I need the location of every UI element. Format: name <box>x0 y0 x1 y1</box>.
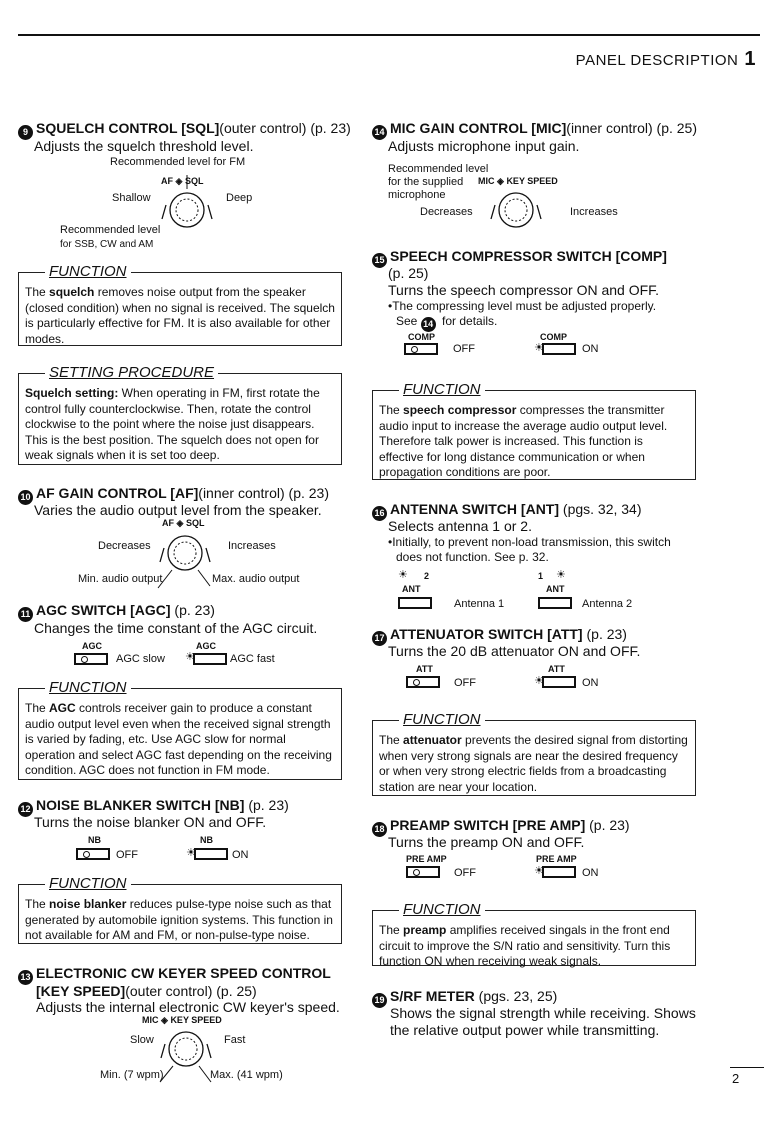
shallow-label: Shallow <box>112 192 151 204</box>
agc-function-box <box>18 679 342 780</box>
function-heading: FUNCTION <box>399 711 485 729</box>
setting-procedure-heading: SETTING PROCEDURE <box>45 364 218 382</box>
af-gain-title: 10 AF GAIN CONTROL [AF](inner control) (p. 23) <box>18 485 329 505</box>
squelch-function-text: The squelch removes noise output from the speaker (closed condition) when no signal is received. The squelch is particularly effective for FM. It is also available for other modes. <box>25 285 335 346</box>
nb-switch-label-on: NB <box>200 835 213 845</box>
item-number-badge: 11 <box>18 607 33 622</box>
agc-desc: Changes the time constant of the AGC circuit. <box>34 620 318 636</box>
agc-fast-label: AGC fast <box>230 653 275 665</box>
page-number: 2 <box>732 1071 740 1086</box>
ant-num-1: 1 <box>538 571 544 581</box>
comp-pages: (p. 25) <box>388 265 429 281</box>
mic-desc: Adjusts microphone input gain. <box>388 138 580 154</box>
ant-switch-2-icon <box>538 597 572 609</box>
att-switch-label: ATT <box>416 664 433 674</box>
keyer-title: 13 ELECTRONIC CW KEYER SPEED CONTROL <box>18 965 331 985</box>
ant-desc: Selects antenna 1 or 2. <box>388 518 532 534</box>
chapter-number: 1 <box>744 48 756 70</box>
item-number-badge: 14 <box>372 125 387 140</box>
nb-function-text: The noise blanker reduces pulse-type noise such as that generated by automobile ignition systems. This function in not available for AM and FM, or non-pulse-type noise. <box>25 897 333 942</box>
mic-rec-label-2: for the supplied <box>388 176 464 188</box>
comp-desc: Turns the speech compressor ON and OFF. <box>388 282 660 298</box>
comp-note-2: See 14 for details. <box>396 314 497 332</box>
mic-knob-icon <box>490 188 550 238</box>
nb-switch-on-icon <box>194 848 228 860</box>
preamp-switch-label-on: PRE AMP <box>536 854 577 864</box>
ant-title: 16 ANTENNA SWITCH [ANT] (pgs. 32, 34) <box>372 501 642 521</box>
agc-function-text: The AGC controls receiver gain to produce a constant audio output level even when the received signal strength is varied by fading, etc. Use AGC slow for normal operation and select AGC fast depending on the receiving condition. AGC does not function in FM mode. <box>25 701 332 777</box>
item-number-badge: 13 <box>18 970 33 985</box>
mic-key-knob-label: MIC ◈ KEY SPEED <box>478 176 558 186</box>
ant-note-1: •Initially, to prevent non-load transmission, this switch <box>388 535 671 549</box>
antenna-2-label: Antenna 2 <box>582 598 633 610</box>
ant-switch-label: ANT <box>402 584 421 594</box>
agc-title: 11 AGC SWITCH [AGC] (p. 23) <box>18 602 215 622</box>
agc-switch-label: AGC <box>82 641 102 651</box>
att-desc: Turns the 20 dB attenuator ON and OFF. <box>388 643 641 659</box>
lamp-on-icon: ☀ <box>534 342 544 354</box>
preamp-off-label: OFF <box>454 867 476 879</box>
decreases-label: Decreases <box>98 540 151 552</box>
att-switch-on-icon <box>542 676 576 688</box>
ant-num-2: 2 <box>424 571 430 581</box>
lamp-on-icon: ☀ <box>185 651 195 663</box>
squelch-title: 9 SQUELCH CONTROL [SQL](outer control) (p. 23) <box>18 120 351 140</box>
af-sql-knob-label: AF ◈ SQL <box>161 176 204 186</box>
slow-label: Slow <box>130 1034 154 1046</box>
nb-switch-label: NB <box>88 835 101 845</box>
preamp-switch-off-icon <box>406 866 440 878</box>
lamp-on-icon: ☀ <box>534 865 544 877</box>
header-title: PANEL DESCRIPTION <box>575 52 739 69</box>
att-on-label: ON <box>582 677 599 689</box>
mic-key-knob-label: MIC ◈ KEY SPEED <box>142 1015 222 1025</box>
agc-slow-label: AGC slow <box>116 653 165 665</box>
reference-badge: 14 <box>421 317 436 332</box>
squelch-knob-icon <box>160 185 220 235</box>
function-heading: FUNCTION <box>399 901 485 919</box>
agc-switch-label-on: AGC <box>196 641 216 651</box>
att-switch-off-icon <box>406 676 440 688</box>
comp-title: 15 SPEECH COMPRESSOR SWITCH [COMP] <box>372 248 667 268</box>
comp-switch-label: COMP <box>408 332 435 342</box>
meter-title: 19 S/RF METER (pgs. 23, 25) <box>372 988 557 1008</box>
antenna-1-label: Antenna 1 <box>454 598 505 610</box>
function-heading: FUNCTION <box>45 875 131 893</box>
item-number-badge: 18 <box>372 822 387 837</box>
preamp-function-text: The preamp amplifies received singals in the front end circuit to improve the S/N ratio and sensitivity. Turn this function ON when receiving weak signals. <box>379 923 671 968</box>
max-audio-label: Max. audio output <box>212 573 300 585</box>
ant-switch-label-2: ANT <box>546 584 565 594</box>
item-number-badge: 17 <box>372 631 387 646</box>
item-number-badge: 10 <box>18 490 33 505</box>
af-knob-icon <box>158 530 218 580</box>
squelch-function-box <box>18 263 342 346</box>
item-number-badge: 12 <box>18 802 33 817</box>
max-speed-label: Max. (41 wpm) <box>210 1069 283 1081</box>
att-off-label: OFF <box>454 677 476 689</box>
comp-switch-off-icon <box>404 343 438 355</box>
preamp-on-label: ON <box>582 867 599 879</box>
header-rule <box>18 34 760 36</box>
nb-on-label: ON <box>232 849 249 861</box>
item-number-badge: 16 <box>372 506 387 521</box>
preamp-function-box <box>372 901 696 968</box>
recommended-fm-label: Recommended level for FM <box>110 156 246 168</box>
increases-label: Increases <box>570 206 618 218</box>
mic-title: 14 MIC GAIN CONTROL [MIC](inner control) (p. 25) <box>372 120 697 140</box>
setting-procedure-text: Squelch setting: When operating in FM, first rotate the control fully counterclockwise. Then, rotate the control clockwise to the point where the noise just disappears. This is the best position. The squelch does not open for weak signals when it is set too deep. <box>25 386 320 462</box>
ant-switch-1-icon <box>398 597 432 609</box>
preamp-title: 18 PREAMP SWITCH [PRE AMP] (p. 23) <box>372 817 630 837</box>
agc-switch-on-icon <box>193 653 227 665</box>
comp-function-text: The speech compressor compresses the transmitter audio input to increase the average audio output level. Therefore talk power is increased. This function is effective for long distance communication or when propagation conditions are poor. <box>379 403 668 479</box>
recommended-ssb-label: Recommended level <box>60 224 161 236</box>
att-function-text: The attenuator prevents the desired signal from distorting when very strong signals are near the desired frequency or when very strong electric fields from a broadcasting station are near your location. <box>379 733 688 794</box>
comp-function-box <box>372 381 696 480</box>
nb-function-box <box>18 875 342 944</box>
increases-label: Increases <box>228 540 276 552</box>
meter-desc-1: Shows the signal strength while receiving. Shows <box>390 1005 696 1021</box>
att-title: 17 ATTENUATOR SWITCH [ATT] (p. 23) <box>372 626 627 646</box>
mic-rec-label-1: Recommended level <box>388 163 489 175</box>
mic-rec-label-3: microphone <box>388 189 446 201</box>
lamp-on-icon: ☀ <box>534 675 544 687</box>
min-speed-label: Min. (7 wpm) <box>100 1069 164 1081</box>
lamp-on-icon: ☀ <box>556 569 566 581</box>
nb-desc: Turns the noise blanker ON and OFF. <box>34 814 267 830</box>
deep-label: Deep <box>226 192 253 204</box>
function-heading: FUNCTION <box>45 679 131 697</box>
comp-switch-on-icon <box>542 343 576 355</box>
item-number-badge: 9 <box>18 125 33 140</box>
page-header <box>576 48 756 71</box>
min-audio-label: Min. audio output <box>78 573 163 585</box>
lamp-on-icon: ☀ <box>186 847 196 859</box>
nb-switch-off-icon <box>76 848 110 860</box>
meter-desc-2: the relative output power while transmitting. <box>390 1022 660 1038</box>
item-number-badge: 19 <box>372 993 387 1008</box>
comp-switch-label-on: COMP <box>540 332 567 342</box>
agc-switch-off-icon <box>74 653 108 665</box>
preamp-switch-on-icon <box>542 866 576 878</box>
comp-note-1: •The compressing level must be adjusted properly. <box>388 299 657 313</box>
lamp-on-icon: ☀ <box>398 569 408 581</box>
decreases-label: Decreases <box>420 206 473 218</box>
fast-label: Fast <box>224 1034 246 1046</box>
function-heading: FUNCTION <box>399 381 485 399</box>
function-heading: FUNCTION <box>45 263 131 281</box>
att-switch-label-on: ATT <box>548 664 565 674</box>
preamp-switch-label: PRE AMP <box>406 854 447 864</box>
squelch-desc: Adjusts the squelch threshold level. <box>34 138 254 154</box>
nb-title: 12 NOISE BLANKER SWITCH [NB] (p. 23) <box>18 797 289 817</box>
ant-note-2: does not function. See p. 32. <box>396 550 549 564</box>
footer-rule <box>730 1067 764 1068</box>
af-sql-knob-label: AF ◈ SQL <box>162 518 205 528</box>
nb-off-label: OFF <box>116 849 138 861</box>
preamp-desc: Turns the preamp ON and OFF. <box>388 834 585 850</box>
comp-off-label: OFF <box>453 343 475 355</box>
keyer-title-2: [KEY SPEED](outer control) (p. 25) <box>36 983 257 999</box>
comp-on-label: ON <box>582 343 599 355</box>
item-number-badge: 15 <box>372 253 387 268</box>
att-function-box <box>372 711 696 796</box>
af-gain-desc: Varies the audio output level from the speaker. <box>34 502 322 518</box>
keyer-desc: Adjusts the internal electronic CW keyer's speed. <box>36 999 340 1015</box>
recommended-ssb-label-2: for SSB, CW and AM <box>60 239 154 250</box>
setting-procedure-box <box>18 364 342 465</box>
